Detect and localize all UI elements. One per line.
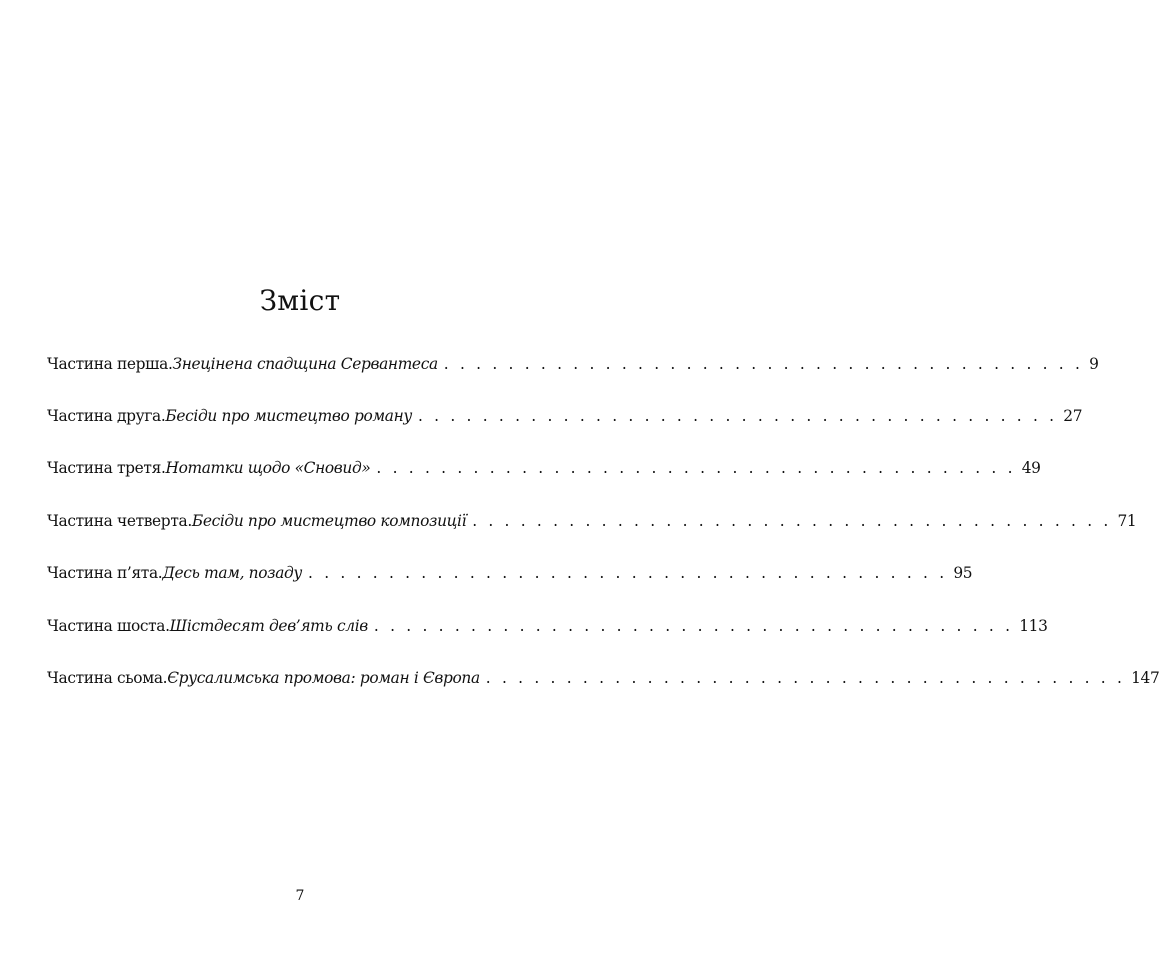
toc-separator: . (157, 564, 163, 582)
toc-page-number: 9 (1089, 355, 1099, 373)
dot-leader: . . . . . . . . . . . . . . . . . . . . . . . . . . . . . . . . . . . . . . . . (417, 407, 1058, 425)
toc-work-title: Нотатки щодо «Сновид» (165, 459, 371, 477)
toc-entry (47, 559, 973, 587)
dot-leader: . . . . . . . . . . . . . . . . . . . . . . . . . . . . . . . . . . . . . . . . (485, 669, 1126, 687)
toc-part-label: Частина третя (47, 459, 161, 477)
toc-part-label: Частина перша (47, 355, 168, 373)
toc-page-number: 49 (1021, 459, 1041, 477)
toc-page-number: 113 (1019, 617, 1048, 635)
toc-separator: . (165, 617, 170, 635)
toc-part-label: Частина друга (47, 407, 161, 425)
toc-page-number: 95 (953, 564, 973, 582)
toc-work-title: Єрусалимська промова: роман і Європа (167, 669, 480, 687)
toc-work-title: Бесіди про мистецтво роману (165, 407, 412, 425)
toc-entry (47, 664, 1159, 692)
toc-separator: . (160, 459, 166, 477)
toc-part-label: Частина четверта (47, 512, 188, 530)
toc-separator: . (187, 512, 192, 530)
toc-entry (47, 507, 1137, 535)
page-title: Зміст (259, 283, 341, 317)
toc-work-title: Шістдесят дев’ять слів (169, 617, 368, 635)
toc-page-number: 27 (1063, 407, 1083, 425)
toc-separator: . (162, 669, 168, 687)
toc-work-title: Десь там, позаду (162, 564, 303, 582)
dot-leader: . . . . . . . . . . . . . . . . . . . . . . . . . . . . . . . . . . . . . . . . (376, 459, 1016, 477)
toc-separator: . (160, 407, 166, 425)
toc-page-number: 147 (1131, 669, 1159, 687)
toc-entry (47, 350, 1099, 378)
dot-leader: . . . . . . . . . . . . . . . . . . . . . . . . . . . . . . . . . . . . . . . . (443, 355, 1084, 373)
toc-entry (47, 402, 1083, 430)
dot-leader: . . . . . . . . . . . . . . . . . . . . . . . . . . . . . . . . . . . . . . . . (373, 617, 1014, 635)
toc-part-label: Частина п’ята (47, 564, 158, 582)
toc-entry (47, 454, 1041, 482)
toc-separator: . (167, 355, 173, 373)
toc-part-label: Частина шоста (47, 617, 166, 635)
toc-entry (47, 612, 1048, 640)
dot-leader: . . . . . . . . . . . . . . . . . . . . . . . . . . . . . . . . . . . . . . . . (472, 512, 1112, 530)
toc-page-number: 71 (1117, 512, 1137, 530)
toc-work-title: Бесіди про мистецтво композиції (191, 512, 467, 530)
page-number: 7 (295, 888, 305, 904)
toc-work-title: Знецінена спадщина Сервантеса (172, 355, 438, 373)
dot-leader: . . . . . . . . . . . . . . . . . . . . . . . . . . . . . . . . . . . . . . . . (308, 564, 948, 582)
toc-part-label: Частина сьома (47, 669, 163, 687)
